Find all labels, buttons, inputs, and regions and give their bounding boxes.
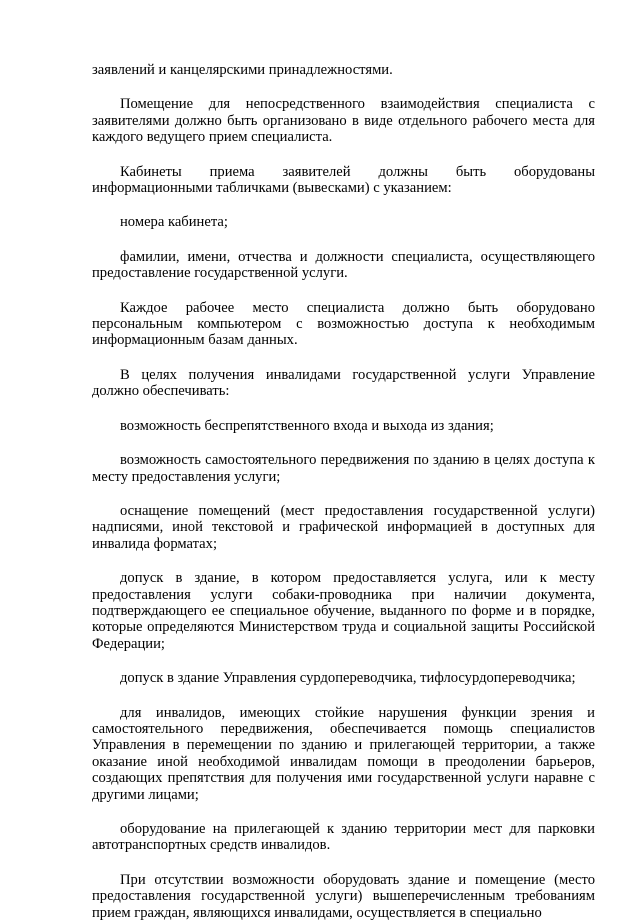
paragraph-specialist-name: фамилии, имени, отчества и должности специалиста, осуществляющего предоставление государственной услуги. (92, 248, 595, 282)
paragraph-disabled-access-intro: В целях получения инвалидами государственной услуги Управление должно обеспечивать: (92, 366, 595, 400)
paragraph-guide-dog-admission: допуск в здание, в котором предоставляется услуга, или к месту предоставления услуги собаки-проводника при наличии документа, подтверждающего ее специальное обучение, выданного по форме и в порядке, которые определяются Министерством труда и социальной защиты Российской Федерации; (92, 570, 595, 652)
paragraph-office-number: номера кабинета; (120, 214, 228, 231)
paragraph-assistance: для инвалидов, имеющих стойкие нарушения функции зрения и самостоятельного передвижения, обеспечивается помощь специалистов Управления в перемещении по зданию и прилегающей территории, а также оказание иной необходимой инвалидам помощи в преодолении барьеров, создающих препятствия для получения ими государственной услуги наравне с другими лицами; (92, 704, 595, 803)
paragraph-office-signs: Кабинеты приема заявителей должны быть оборудованы информационными табличками (вывесками) с указанием: (92, 163, 595, 197)
document-page (92, 62, 595, 921)
paragraph-workplace-organization: Помещение для непосредственного взаимодействия специалиста с заявителями должно быть организовано в виде отдельного рабочего места для каждого ведущего прием специалиста. (92, 96, 595, 146)
paragraph-entry-exit: возможность беспрепятственного входа и выхода из здания; (120, 417, 494, 434)
paragraph-stationery-continuation: заявлений и канцелярскими принадлежностями. (92, 62, 393, 78)
paragraph-parking: оборудование на прилегающей к зданию территории мест для парковки автотранспортных средств инвалидов. (92, 821, 595, 854)
paragraph-workplace-computer: Каждое рабочее место специалиста должно быть оборудовано персональным компьютером с возможностью доступа к необходимым информационным базам данных. (92, 299, 595, 349)
paragraph-accessible-signage: оснащение помещений (мест предоставления государственной услуги) надписями, иной текстовой и графической информацией в доступных для инвалида форматах; (92, 502, 595, 552)
paragraph-sign-interpreter: допуск в здание Управления сурдопереводчика, тифлосурдопереводчика; (120, 670, 576, 687)
paragraph-independent-movement: возможность самостоятельного передвижения по зданию в целях доступа к месту предоставления услуги; (92, 452, 595, 485)
paragraph-alternative-reception: При отсутствии возможности оборудовать здание и помещение (место предоставления государственной услуги) вышеперечисленным требованиям прием граждан, являющихся инвалидами, осуществляется в специально (92, 871, 595, 921)
